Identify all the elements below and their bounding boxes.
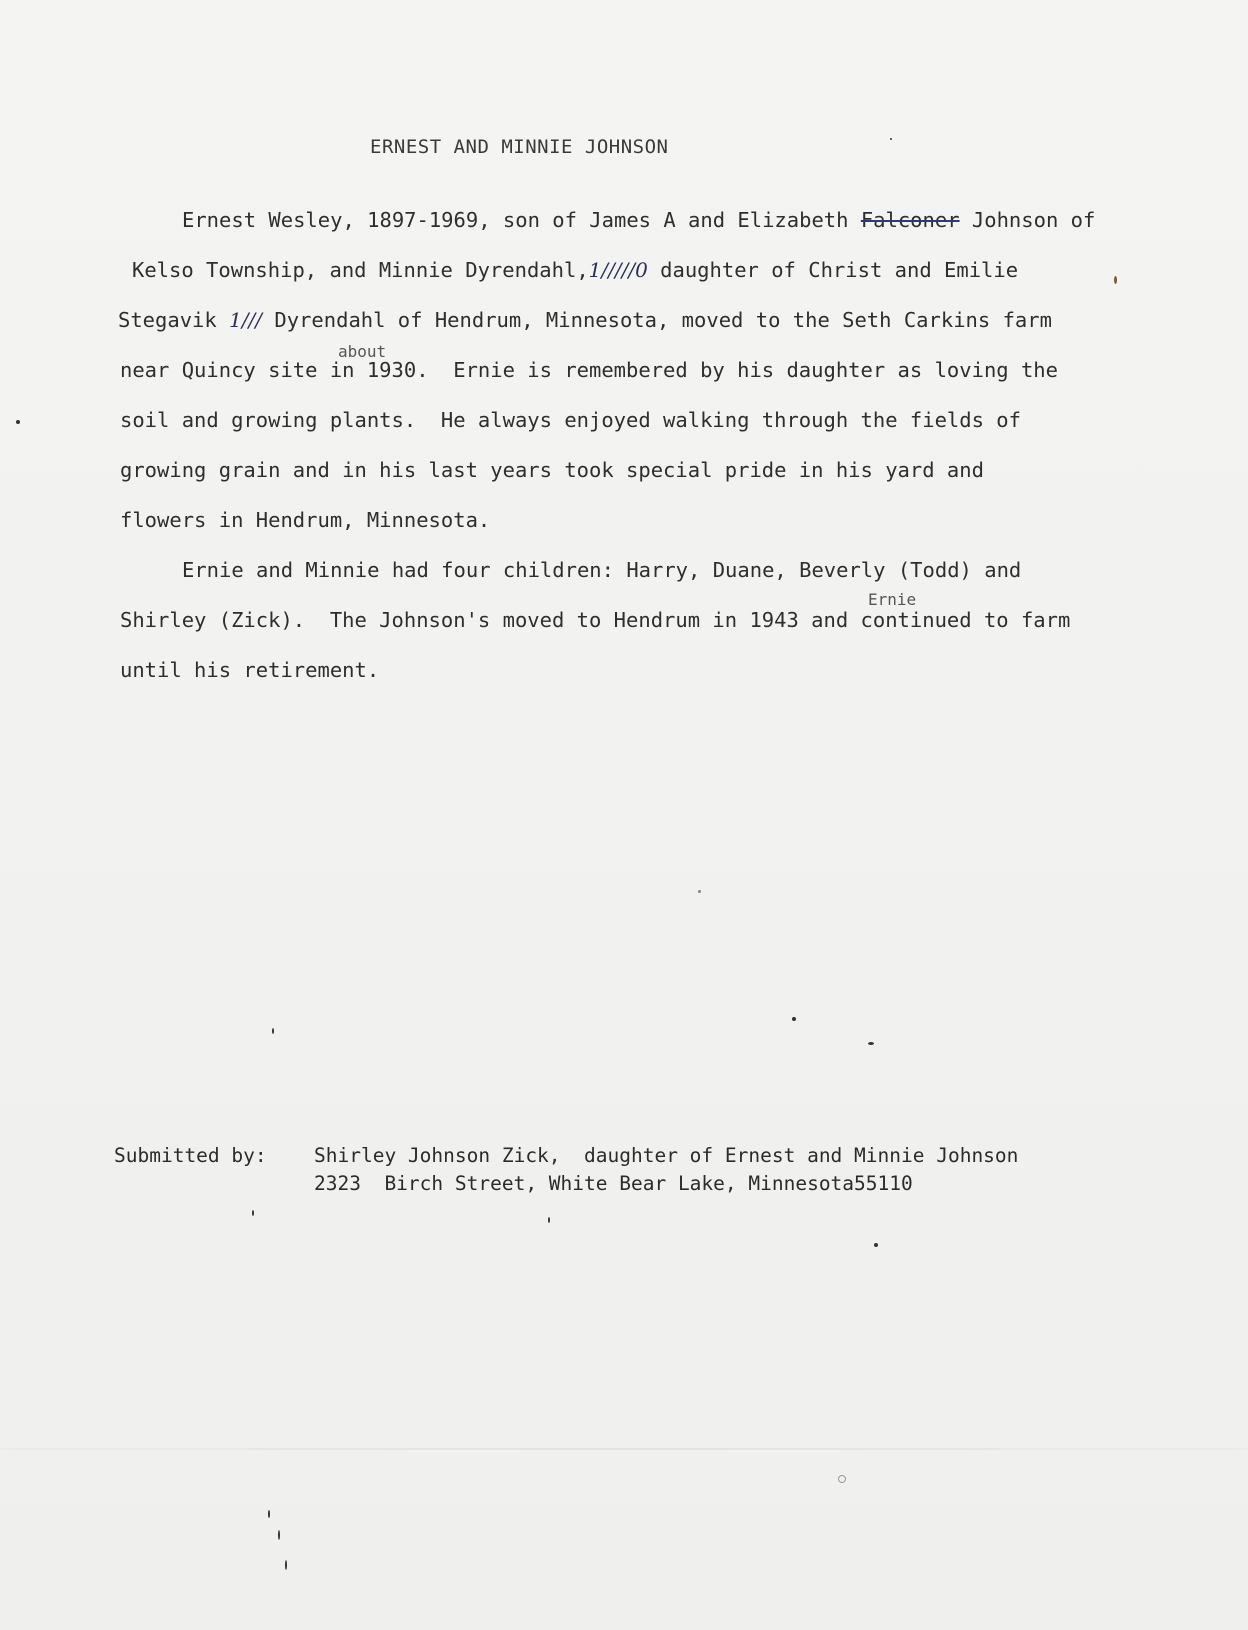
paragraph2-line1: Ernie and Minnie had four children: Harry, Duane, Beverly (Todd) and — [182, 558, 1022, 582]
paragraph2-line3: until his retirement. — [120, 658, 380, 682]
paragraph1-line5: soil and growing plants. He always enjoyed walking through the fields of — [120, 408, 1021, 432]
paper-speck — [792, 1017, 796, 1021]
paper-speck — [874, 1243, 878, 1247]
paragraph1-line3 — [118, 308, 1052, 332]
paper-speck — [278, 1530, 280, 1540]
paper-speck — [890, 138, 892, 140]
p1-line2-text-b: daughter of Christ and Emilie — [647, 258, 1019, 282]
paper-speck — [16, 420, 20, 424]
paper-speck — [838, 1475, 846, 1483]
document-title: ERNEST AND MINNIE JOHNSON — [370, 136, 669, 158]
p1-line3-text-a: Stegavik — [118, 308, 230, 332]
ink-strikeout-mark: 1/////0 — [588, 258, 648, 282]
paragraph1-line4: near Quincy site in 1930. Ernie is remembered by his daughter as loving the — [120, 358, 1058, 382]
paper-speck — [698, 890, 701, 893]
p1-line1-text-a: Ernest Wesley, 1897-1969, son of James A and Elizabeth — [182, 208, 861, 232]
paper-speck — [285, 1560, 287, 1570]
paper-speck — [868, 1042, 874, 1045]
paper-speck — [268, 1510, 270, 1518]
p1-line2-text-a: Kelso Township, and Minnie Dyrendahl, — [132, 258, 589, 282]
submitted-by-label: Submitted by: — [114, 1144, 267, 1167]
insert-about: about — [338, 342, 387, 361]
paragraph2-line2: Shirley (Zick). The Johnson's moved to Hendrum in 1943 and continued to farm — [120, 608, 1071, 632]
paper-speck — [252, 1210, 254, 1216]
submitter-address-line: 2323 Birch Street, White Bear Lake, Minnesota55110 — [314, 1172, 913, 1195]
paper-speck — [1114, 276, 1117, 284]
paragraph1-line7: flowers in Hendrum, Minnesota. — [120, 508, 491, 532]
paper-speck — [548, 1217, 550, 1223]
paragraph1-line6: growing grain and in his last years took special pride in his yard and — [120, 458, 984, 482]
struck-word-falconer: Falconer — [860, 208, 960, 232]
paragraph1-line1 — [182, 208, 1095, 232]
ink-strikeout-mark-2: 1/// — [229, 308, 263, 332]
p1-line1-text-b: Johnson of — [959, 208, 1096, 232]
paper-fold-line — [0, 1448, 1248, 1450]
submitter-name-line: Shirley Johnson Zick, daughter of Ernest and Minnie Johnson — [314, 1144, 1019, 1167]
insert-ernie: Ernie — [868, 590, 917, 609]
p1-line3-text-b: Dyrendahl of Hendrum, Minnesota, moved to the Seth Carkins farm — [262, 308, 1052, 332]
paper-speck — [272, 1028, 274, 1034]
paragraph1-line2 — [132, 258, 1018, 282]
